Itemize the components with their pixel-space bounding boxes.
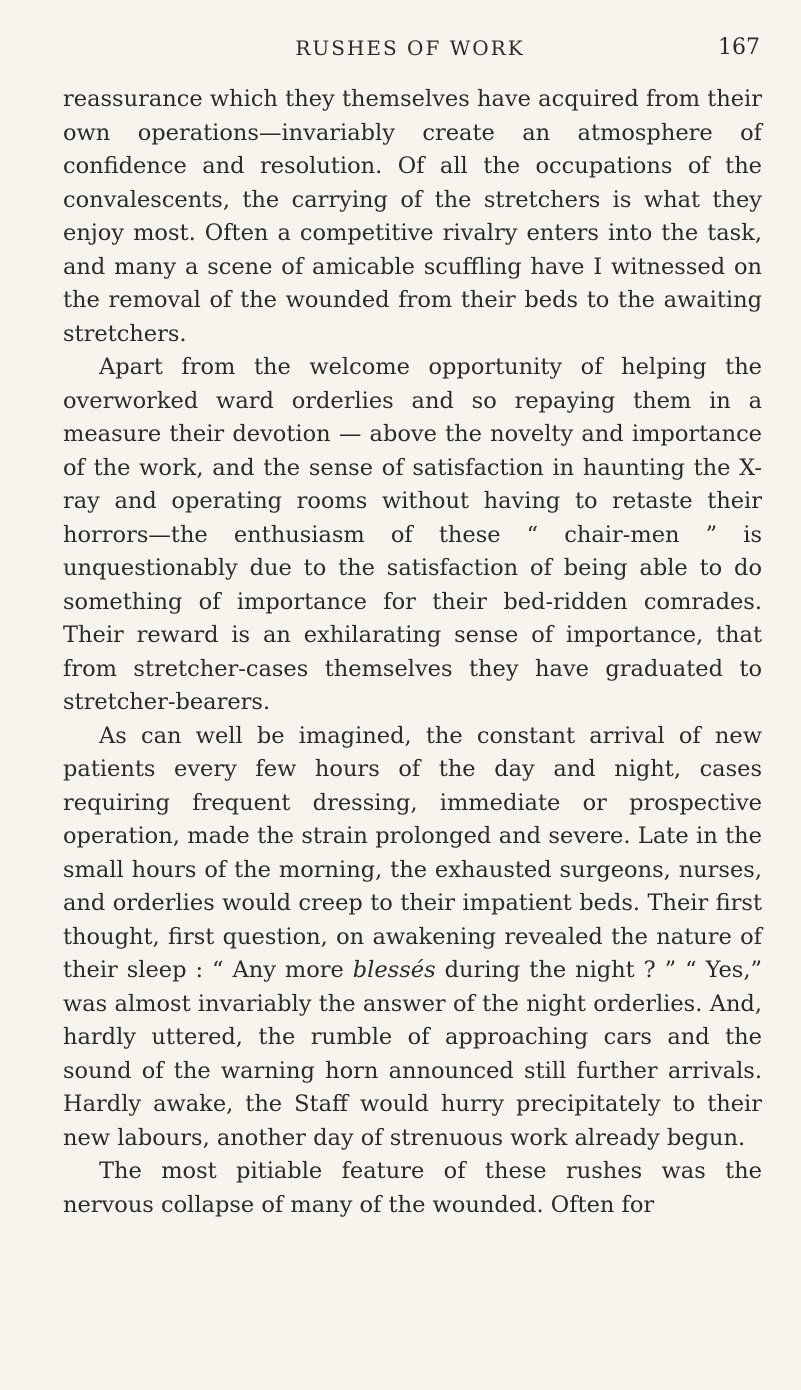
running-title: RUSHES OF WORK (295, 36, 525, 60)
page-number: 167 (718, 35, 760, 60)
body-text (63, 83, 762, 1222)
paragraph-3 (63, 720, 762, 1156)
paragraph-2: Apart from the welcome opportunity of helping the overworked ward orderlies and so repaying them in a measure their devotion — above the novelty and importance of the work, and the sense of satisfaction in haunting the X-ray and operating rooms without having to retaste their horrors—the enthusiasm of these “ chair-men ” is unquestionably due to the satisfaction of being able to do something of importance for their bed-ridden comrades. Their reward is an exhilarating sense of importance, that from stretcher-cases themselves they have graduated to stretcher-bearers. (63, 354, 762, 715)
paragraph-4: The most pitiable feature of these rushes was the nervous collapse of many of the wounded. Often for (63, 1158, 762, 1218)
italic-word-blesses: blessés (352, 957, 436, 983)
paragraph-3-part-2: during the night ? ” “ Yes,” was almost invariably the answer of the night orderlies. And, hardly uttered, the rumble of approaching cars and the sound of the warning horn announced still further arrivals. Hardly awake, the Staff would hurry precipitately to their new labours, another day of strenuous work already begun. (63, 957, 762, 1151)
paragraph-1: reassurance which they themselves have acquired from their own operations—invariably create an atmosphere of confidence and resolution. Of all the occupations of the convalescents, the carrying of the stretchers is what they enjoy most. Often a competitive rivalry enters into the task, and many a scene of amicable scuffling have I witnessed on the removal of the wounded from their beds to the awaiting stretchers. (63, 86, 762, 347)
paragraph-3-part-1: As can well be imagined, the constant arrival of new patients every few hours of the day and night, cases requiring frequent dressing, immediate or prospective operation, made the strain prolonged and severe. Late in the small hours of the morning, the exhausted surgeons, nurses, and orderlies would creep to their impatient beds. Their first thought, first question, on awakening revealed the nature of their sleep : “ Any more (63, 722, 762, 983)
running-head (60, 28, 760, 68)
